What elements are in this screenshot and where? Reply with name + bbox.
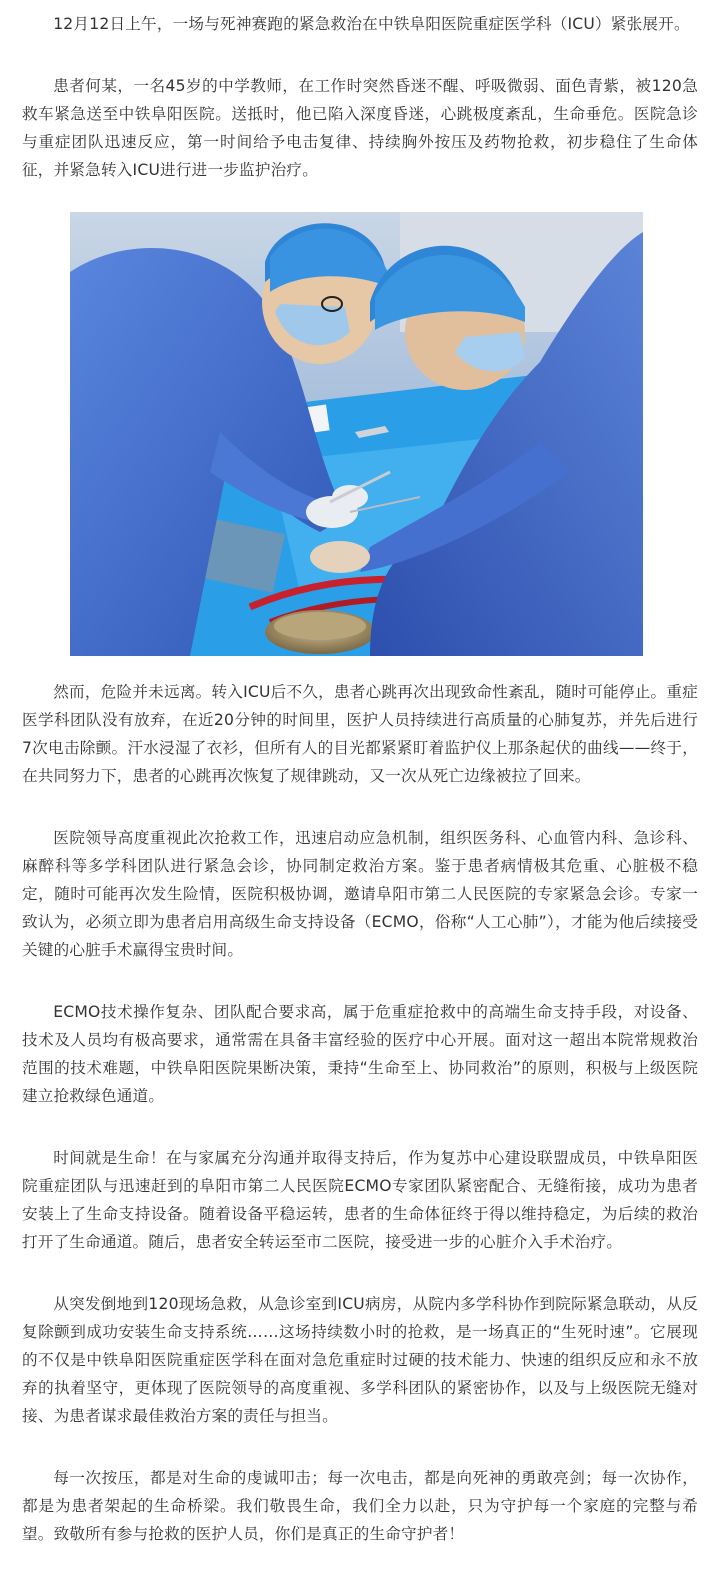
article-paragraph: ECMO技术操作复杂、团队配合要求高，属于危重症抢救中的高端生命支持手段，对设备、技术及人员均有极高要求，通常需在具备丰富经验的医疗中心开展。面对这一超出本院常规救治范围的技术难题，中铁阜阳医院果断决策，秉持“生命至上、协同救治”的原则，积极与上级医院建立抢救绿色通道。 xyxy=(22,1003,698,1105)
article-paragraph: 医院领导高度重视此次抢救工作，迅速启动应急机制，组织医务科、心血管内科、急诊科、麻醉科等多学科团队进行紧急会诊，协同制定救治方案。鉴于患者病情极其危重、心脏极不稳定，随时可能再次发生险情，医院积极协调，邀请阜阳市第二人民医院的专家紧急会诊。专家一致认为，必须立即为患者启用高级生命支持设备（ECMO，俗称“人工心肺”），才能为他后续接受关键的心脏手术赢得宝贵时间。 xyxy=(22,829,698,959)
article-paragraph: 然而，危险并未远离。转入ICU后不久，患者心跳再次出现致命性紊乱，随时可能停止。重症医学科团队没有放弃，在近20分钟的时间里，医护人员持续进行高质量的心肺复苏，并先后进行7次电击除颤。汗水浸湿了衣衫，但所有人的目光都紧紧盯着监护仪上那条起伏的曲线——终于，在共同努力下，患者的心跳再次恢复了规律跳动，又一次从死亡边缘被拉了回来。 xyxy=(22,683,698,785)
article-paragraph: 时间就是生命！在与家属充分沟通并取得支持后，作为复苏中心建设联盟成员，中铁阜阳医院重症团队与迅速赶到的阜阳市第二人民医院ECMO专家团队紧密配合、无缝衔接，成功为患者安装上了生命支持设备。随着设备平稳运转，患者的生命体征终于得以维持稳定，为后续的救治打开了生命通道。随后，患者安全转运至市二医院，接受进一步的心脏介入手术治疗。 xyxy=(22,1149,698,1251)
surgery-photo xyxy=(70,212,643,656)
article-paragraph: 患者何某，一名45岁的中学教师，在工作时突然昏迷不醒、呼吸微弱、面色青紫，被120急救车紧急送至中铁阜阳医院。送抵时，他已陷入深度昏迷，心跳极度紊乱，生命垂危。医院急诊与重症团队迅速反应，第一时间给予电击复律、持续胸外按压及药物抢救，初步稳住了生命体征，并紧急转入ICU进行进一步监护治疗。 xyxy=(22,77,698,179)
article-paragraph: 每一次按压，都是对生命的虔诚叩击；每一次电击，都是向死神的勇敢亮剑；每一次协作，都是为患者架起的生命桥梁。我们敬畏生命，我们全力以赴，只为守护每一个家庭的完整与希望。致敬所有参与抢救的医护人员，你们是真正的生命守护者！ xyxy=(22,1469,698,1543)
article-paragraph: 12月12日上午，一场与死神赛跑的紧急救治在中铁阜阳医院重症医学科（ICU）紧张展开。 xyxy=(53,15,690,33)
article-paragraph: 从突发倒地到120现场急救，从急诊室到ICU病房，从院内多学科协作到院际紧急联动，从反复除颤到成功安装生命支持系统……这场持续数小时的抢救，是一场真正的“生死时速”。它展现的不仅是中铁阜阳医院重症医学科在面对急危重症时过硬的技术能力、快速的组织反应和永不放弃的执着坚守，更体现了医院领导的高度重视、多学科团队的紧密协作，以及与上级医院无缝对接、为患者谋求最佳救治方案的责任与担当。 xyxy=(22,1295,698,1425)
